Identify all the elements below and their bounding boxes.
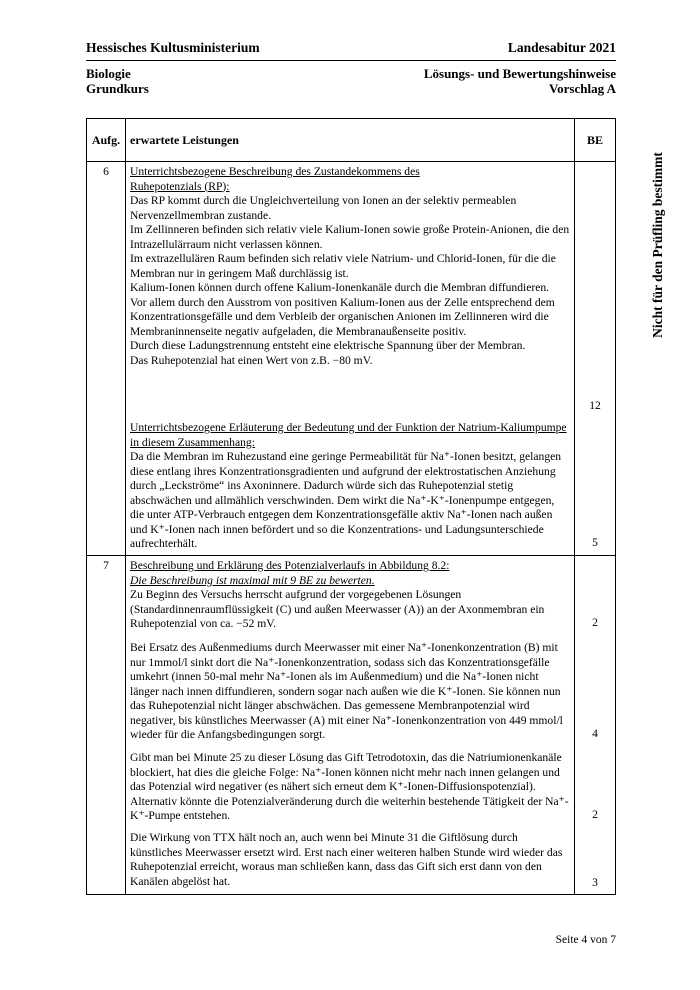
be-score: 2 xyxy=(592,808,598,821)
proposal: Vorschlag A xyxy=(548,81,616,96)
be-score: 2 xyxy=(592,616,598,629)
be-score: 12 xyxy=(589,399,601,412)
header-rule xyxy=(86,60,616,61)
exam-title: Landesabitur 2021 xyxy=(507,40,616,55)
task-6-para: Das Ruhepotenzial hat einen Wert von z.B. −80 mV. xyxy=(130,353,373,367)
table-row-task-6 xyxy=(87,162,616,556)
task-6-para: Das RP kommt durch die Ungleichverteilung von Ionen an der selektiv permeablen Nervenzellmembran zustande. xyxy=(130,194,517,222)
institution: Hessisches Kultusministerium xyxy=(86,40,260,55)
side-note: Nicht für den Prüfling bestimmt xyxy=(650,152,665,338)
task-7-para: Die Wirkung von TTX hält noch an, auch wenn bei Minute 31 die Giftlösung durch künstliches Meerwasser ersetzt wird. Erst nach einer weiteren halben Stunde wird wieder das Ruhepotenzial erreicht, woraus man schließen kann, dass das Gift sich erst dann von den Kanälen abgelöst hat. xyxy=(130,831,563,888)
table-row-task-7 xyxy=(87,556,616,895)
task-6-para: Vor allem durch den Ausstrom von positiven Kalium-Ionen aus der Zelle entsprechend dem Konzentrationsgefälle und dem Verbleib der organischen Anionen im Zellinneren wird die Membraninnenseite negativ aufgeladen, die Membranaußenseite positiv. xyxy=(130,295,555,338)
task-6-para: Im Zellinneren befinden sich relativ viele Kalium-Ionen sowie große Protein-Anionen, die den Intrazellulärraum nicht verlassen können. xyxy=(130,223,570,251)
task-7-para: Bei Ersatz des Außenmediums durch Meerwasser mit einer Na⁺-Ionenkonzentration (B) mit nur 1mmol/l sinkt dort die Na⁺-Ionenkonzentration, sodass sich das Konzentrationsgefälle umkehrt (innen 50-mal mehr Na⁺-Ionen als im Außenmedium) und die Na⁺-Ionen nicht länger nach innen diffundieren, sondern sogar nach außen wie die K⁺-Ionen. Sie können nun das Ruhepotenzial nicht länger abschwächen. Das gemessene Membranpotenzial wird negativer, bis künstliches Meerwasser (A) mit einer Na⁺-Ionenkonzentration von 449 mmol/l wieder für die Anfangsbedingungen sorgt. xyxy=(130,641,563,741)
be-score: 3 xyxy=(592,876,598,889)
task-7-para: Zu Beginn des Versuchs herrscht aufgrund der vorgegebenen Lösungen (Standardinnenraumflüssigkeit (C) und außen Meerwasser (A)) an der Axonmembran ein Ruhepotenzial von ca. −52 mV. xyxy=(130,588,545,630)
task-6-heading-2: Unterrichtsbezogene Erläuterung der Bedeutung und der Funktion der Natrium-Kaliumpumpe in diesem Zusammenhang: xyxy=(130,421,567,449)
task-6-para: Durch diese Ladungstrennung entsteht eine elektrische Spannung über der Membran. xyxy=(130,339,526,352)
task-7-content xyxy=(126,556,616,895)
task-7-heading: Beschreibung und Erklärung des Potenzialverlaufs in Abbildung 8.2: xyxy=(130,559,450,572)
task-6-para: Im extrazellulären Raum befinden sich relativ viele Natrium- und Chlorid-Ionen, für die die Membran nur in geringem Maß durchlässig ist. xyxy=(130,252,556,280)
col-expected-header: erwartete Leistungen xyxy=(126,119,575,162)
be-score: 5 xyxy=(592,536,598,549)
task-7-para: Gibt man bei Minute 25 zu dieser Lösung das Gift Tetrodotoxin, das die Natriumionenkanäle blockiert, hat dies die gleiche Folge: Na⁺-Ionen können nicht mehr nach innen gelangen und das Potenzial wird negativer (es nähert sich erneut dem K⁺-Ionen-Diffusionspotenzial). Alternativ könnte die Potenzialveränderung durch die weiterhin bestehende Tätigkeit der Na⁺-K⁺-Pumpe entstehen. xyxy=(130,751,569,822)
solutions-table xyxy=(86,118,616,895)
subject: Biologie xyxy=(86,66,131,81)
doc-type: Lösungs- und Bewertungshinweise xyxy=(423,66,616,81)
page-number: Seite 4 von 7 xyxy=(555,934,616,946)
task-7-note: Die Beschreibung ist maximal mit 9 BE zu bewerten. xyxy=(130,573,375,587)
col-be-header: BE xyxy=(575,119,616,162)
task-6-para: Kalium-Ionen können durch offene Kalium-Ionenkanäle durch die Membran diffundieren. xyxy=(130,281,550,294)
task-number: 7 xyxy=(87,556,126,895)
be-score: 4 xyxy=(592,727,598,740)
header-top xyxy=(86,40,616,56)
task-6-para: Da die Membran im Ruhezustand eine geringe Permeabilität für Na⁺-Ionen besitzt, gelangen diese entlang ihres Konzentrationsgradienten und aufgrund der elektrostatischen Anziehung durch „Leckströme“ ins Axoninnere. Dadurch würde sich das Ruhepotenzial stetig abschwächen und allmählich verschwinden. Dem wirkt die Na⁺-K⁺-Ionenpumpe entgegen, die unter ATP-Verbrauch entgegen dem Konzentrationsgefälle aktiv Na⁺-Ionen nach außen und K⁺-Ionen nach innen befördert und so die Konzentrations- und Ladungsunterschiede aufrechterhält. xyxy=(130,450,562,550)
col-task-header: Aufg. xyxy=(87,119,126,162)
course: Grundkurs xyxy=(86,81,149,96)
task-6-content xyxy=(126,162,616,556)
table-header-row xyxy=(87,119,616,162)
task-6-heading-1b: Ruhepotenzials (RP): xyxy=(130,179,230,193)
header-sub xyxy=(86,66,616,96)
task-6-heading-1: Unterrichtsbezogene Beschreibung des Zustandekommens des xyxy=(130,165,420,178)
task-number: 6 xyxy=(87,162,126,556)
